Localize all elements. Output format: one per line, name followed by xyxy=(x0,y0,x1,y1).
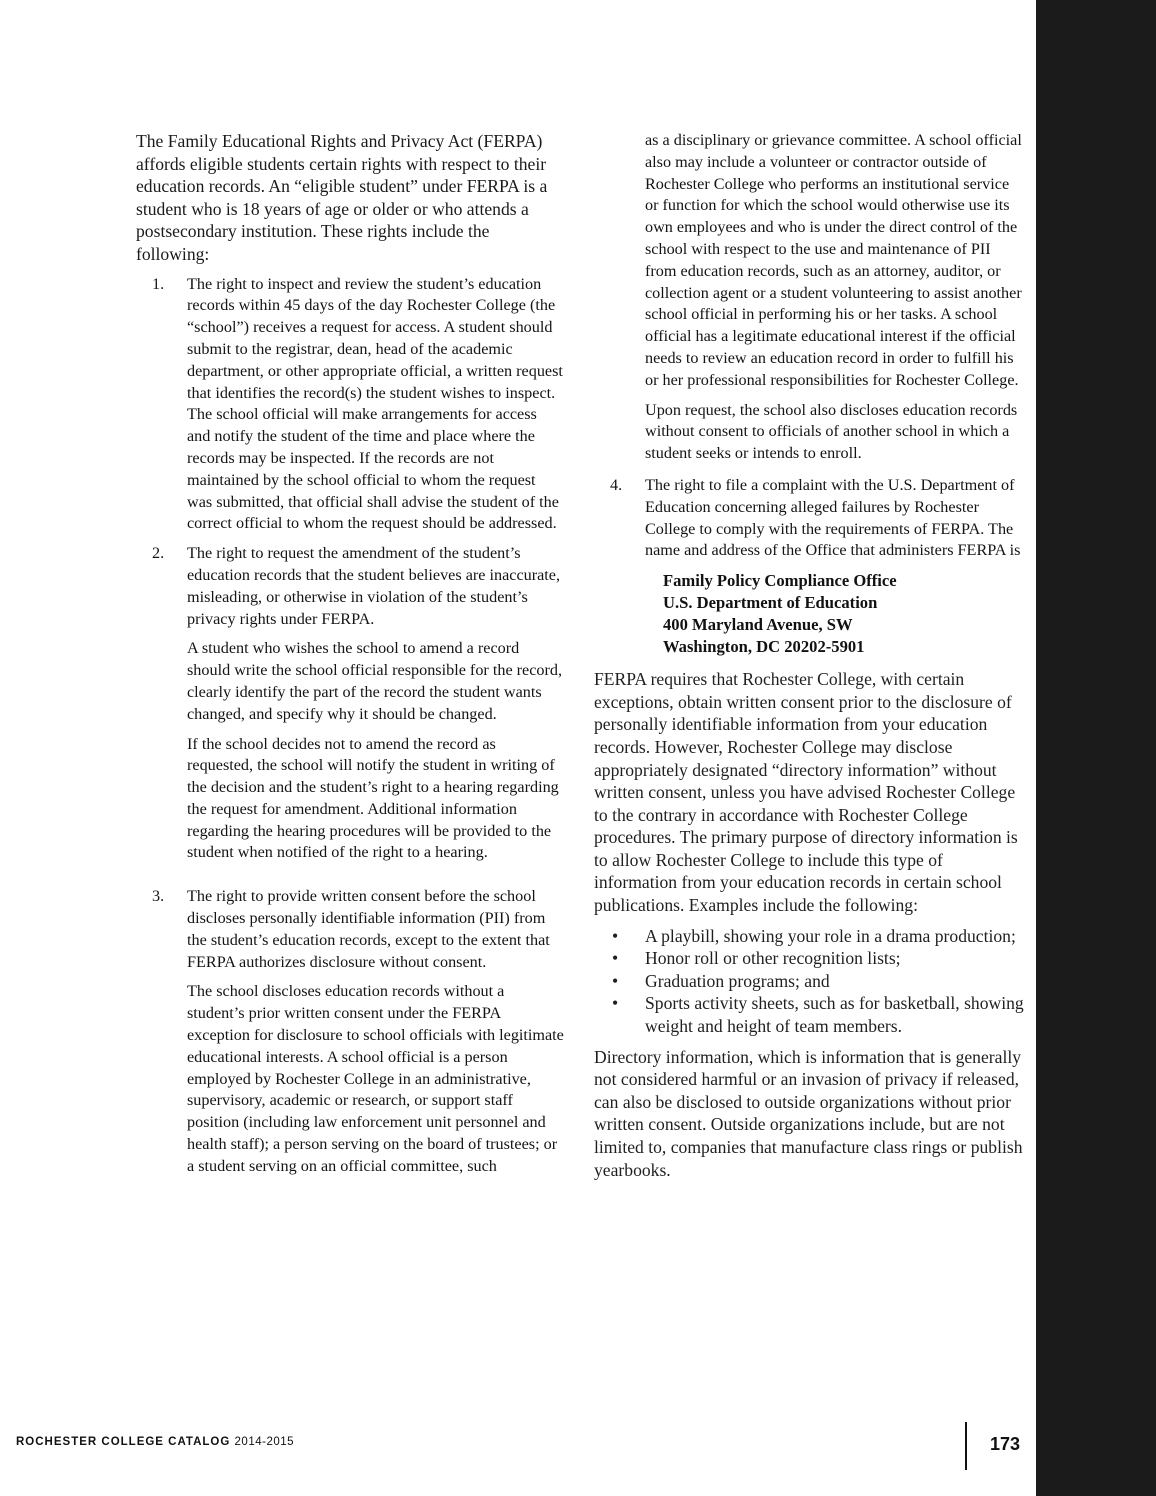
item-paragraph: The right to request the amendment of the student’s education records that the student believes are inaccurate, misleading, or otherwise in violation of the student’s privacy rights under FERPA. xyxy=(187,544,561,628)
list-item-text: Honor roll or other recognition lists; xyxy=(645,948,901,969)
office-address xyxy=(594,570,1024,658)
address-line: U.S. Department of Education xyxy=(663,593,878,613)
left-column xyxy=(136,130,564,1186)
continued-paragraph: as a disciplinary or grievance committee. A school official also may include a volunteer or contractor outside of Rochester College who performs an institutional service or function for which the school would otherwise use its own employees and who is under the direct control of the school with respect to the use and maintenance of PII from education records, such as an attorney, auditor, or collection agent or a student volunteering to assist another school official in performing his or her tasks. A school official has a legitimate educational interest if the official needs to review an education record in order to fulfill his or her professional responsibilities for Rochester College. xyxy=(645,131,1022,389)
list-item xyxy=(594,925,1024,948)
address-line: Family Policy Compliance Office xyxy=(663,571,897,591)
item-paragraph: If the school decides not to amend the record as requested, the school will notify the student in writing of the decision and the student’s right to a hearing regarding the request for amendment. Additional information regarding the hearing procedures will be provided to the student when notified of the right to a hearing. xyxy=(187,734,559,862)
item-paragraph: The right to file a complaint with the U.S. Department of Education concerning alleged failures by Rochester College to comply with the requirements of FERPA. The name and address of the Office that administers FERPA is xyxy=(645,475,1021,560)
continued-paragraph: Upon request, the school also discloses education records without consent to officials of another school in which a student seeks or intends to enroll. xyxy=(645,400,1018,463)
catalog-title: ROCHESTER COLLEGE CATALOG xyxy=(16,1436,231,1448)
right-item-2 xyxy=(136,543,564,864)
catalog-years: 2014-2015 xyxy=(234,1436,295,1448)
directory-paragraph: FERPA requires that Rochester College, with certain exceptions, obtain written consent prior to the disclosure of personally identifiable information from your education records. However, Rochester College may disclose appropriately designated “directory information” without written consent, unless you have advised Rochester College to the contrary in accordance with Rochester College procedures. The primary purpose of directory information is to allow Rochester College to include this type of information from your education records in certain school publications. Examples include the following: xyxy=(594,669,1018,916)
catalog-footer xyxy=(16,1436,294,1448)
examples-list xyxy=(594,925,1024,1038)
address-line: Washington, DC 20202-5901 xyxy=(663,637,865,657)
page-number: 173 xyxy=(990,1434,1021,1454)
list-item-text: Graduation programs; and xyxy=(645,970,830,991)
item-paragraph: The right to inspect and review the student’s education records within 45 days of the day Rochester College (the “school”) receives a request for access. A student should submit to the registrar, dean, head of the academic department, or other appropriate official, a written request that identifies the record(s) the student wishes to inspect. The school official will make arrangements for access and notify the student of the time and place where the records may be inspected. If the records are not maintained by the school official to whom the request was submitted, that official shall advise the student of the correct official to whom the request should be addressed. xyxy=(187,274,563,533)
list-item-text: Sports activity sheets, such as for basketball, showing weight and height of team members. xyxy=(645,993,1024,1037)
right-item-4 xyxy=(594,475,1024,562)
right-column xyxy=(594,130,1024,1181)
bullet-icon: • xyxy=(612,948,619,969)
right-item-3 xyxy=(136,886,564,1177)
item-number: 3. xyxy=(152,887,165,906)
item-number: 4. xyxy=(610,475,623,494)
item-paragraph: The school discloses education records without a student’s prior written consent under the FERPA exception for disclosure to school officials with legitimate educational interests. A school official is a person employed by Rochester College in an administrative, supervisory, academic or research, or support staff position (including law enforcement unit personnel and health staff); a person serving on the board of trustees; or a student serving on an official committee, such xyxy=(187,982,564,1175)
item-number: 1. xyxy=(152,274,165,293)
list-item xyxy=(594,947,1024,970)
address-line: 400 Maryland Avenue, SW xyxy=(663,615,853,635)
item-number: 2. xyxy=(152,544,165,563)
list-item xyxy=(594,970,1024,993)
bullet-icon: • xyxy=(612,925,619,946)
page-edge-bar xyxy=(1036,0,1156,1496)
bullet-icon: • xyxy=(612,993,619,1014)
item-paragraph: A student who wishes the school to amend a record should write the school official responsible for the record, clearly identify the part of the record the student wants changed, and specify why it should be changed. xyxy=(187,639,563,723)
rights-list xyxy=(136,274,564,1178)
list-item xyxy=(594,992,1024,1037)
item-paragraph: The right to provide written consent before the school discloses personally identifiable information (PII) from the student’s education records, except to the extent that FERPA authorizes disclosure without consent. xyxy=(187,887,550,971)
intro-paragraph: The Family Educational Rights and Privacy Act (FERPA) affords eligible students certain rights with respect to their education records. An “eligible student” under FERPA is a student who is 18 years of age or older or who attends a postsecondary institution. These rights include the following: xyxy=(136,131,548,264)
right-item-1 xyxy=(136,274,564,536)
bullet-icon: • xyxy=(612,970,619,991)
closing-paragraph: Directory information, which is information that is generally not considered harmful or an invasion of privacy if released, can also be disclosed to outside organizations without prior written consent. Outside organizations include, but are not limited to, companies that manufacture class rings or publish yearbooks. xyxy=(594,1046,1023,1180)
list-item-text: A playbill, showing your role in a drama production; xyxy=(645,925,1016,946)
item-3-continued xyxy=(594,130,1024,562)
footer-divider xyxy=(965,1422,967,1470)
